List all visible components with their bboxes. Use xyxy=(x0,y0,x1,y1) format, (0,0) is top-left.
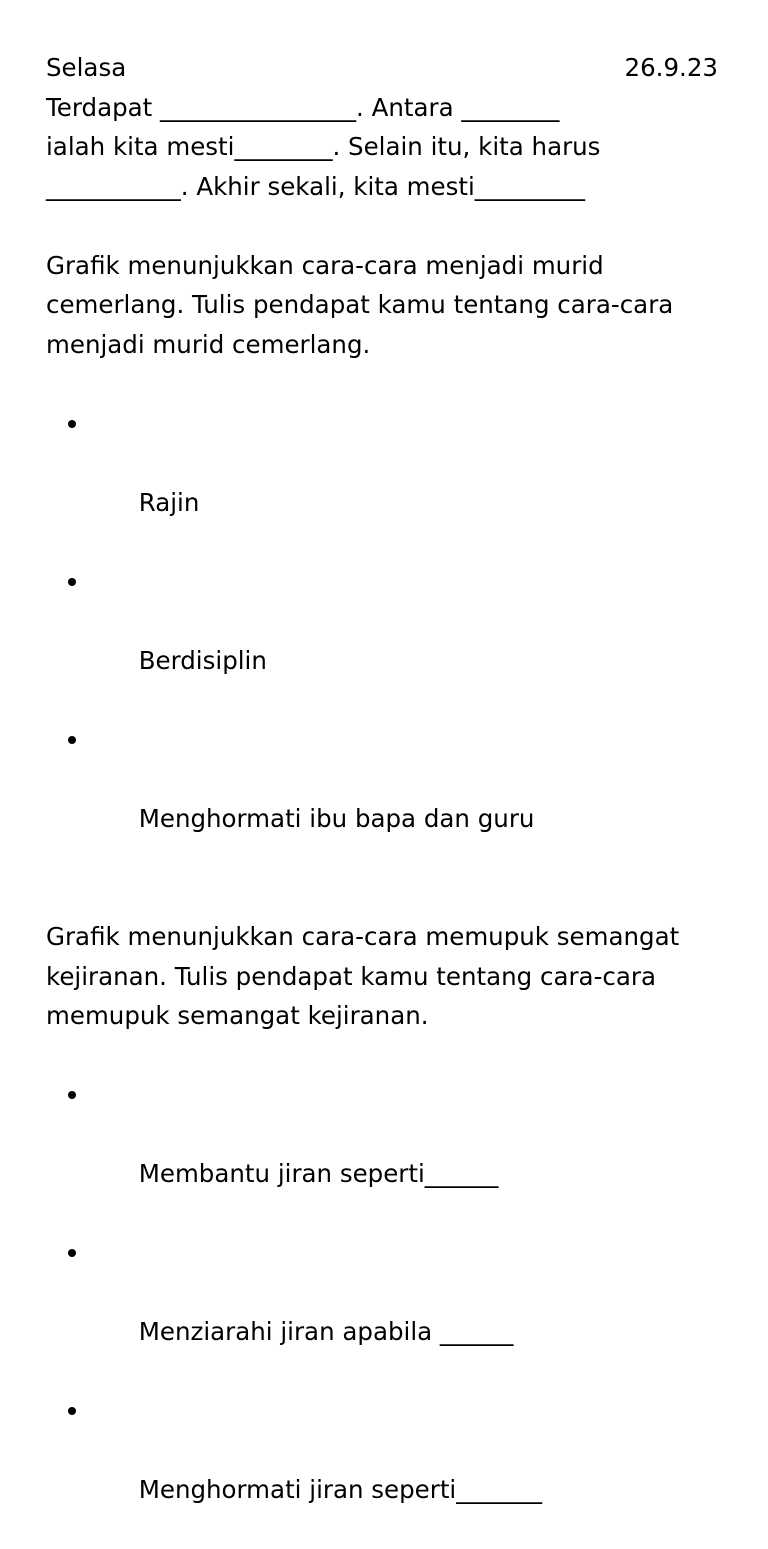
list-item xyxy=(68,1075,722,1233)
list-item-text: Menghormati jiran seperti_______ xyxy=(138,1475,542,1504)
bullet-icon xyxy=(68,1091,76,1099)
prompt-line: Grafik menunjukkan cara-cara menjadi murid xyxy=(46,250,604,280)
list-item xyxy=(68,1391,722,1549)
list-item-text: Menziarahi jiran apabila ______ xyxy=(138,1317,514,1346)
intro-paragraph xyxy=(46,88,722,207)
bullet-icon xyxy=(68,1407,76,1415)
intro-line: ___________. Akhir sekali, kita mesti_________ xyxy=(46,171,586,201)
prompt-line: menjadi murid cemerlang. xyxy=(46,329,371,359)
list-item xyxy=(68,1233,722,1391)
list-item xyxy=(68,720,722,878)
prompt-line: kejiranan. Tulis pendapat kamu tentang cara-cara xyxy=(46,961,656,991)
intro-line: ialah kita mesti________. Selain itu, kita harus xyxy=(46,132,601,161)
intro-line: Terdapat ________________. Antara ________ xyxy=(46,92,560,122)
section1-prompt xyxy=(46,246,722,365)
bullet-icon xyxy=(68,736,76,744)
list-item-text: Berdisiplin xyxy=(138,645,267,675)
bullet-icon xyxy=(68,578,76,586)
prompt-line: memupuk semangat kejiranan. xyxy=(46,1001,429,1030)
worksheet-page xyxy=(46,48,722,1549)
day-label: Selasa xyxy=(46,53,127,82)
section1-bullet-list xyxy=(46,404,722,878)
prompt-line: Grafik menunjukkan cara-cara memupuk semangat xyxy=(46,922,680,951)
worksheet-header xyxy=(46,48,718,88)
bullet-icon xyxy=(68,1249,76,1257)
spacer xyxy=(46,206,722,246)
list-item xyxy=(68,562,722,720)
list-item-text: Membantu jiran seperti______ xyxy=(138,1159,499,1188)
prompt-line: cemerlang. Tulis pendapat kamu tentang cara-cara xyxy=(46,290,674,319)
date-label: 26.9.23 xyxy=(624,53,718,82)
list-item-text: Menghormati ibu bapa dan guru xyxy=(138,803,535,833)
spacer xyxy=(46,1036,722,1076)
section2-prompt xyxy=(46,917,722,1036)
section2-bullet-list xyxy=(46,1075,722,1549)
bullet-icon xyxy=(68,420,76,428)
list-item-text: Rajin xyxy=(138,487,200,517)
spacer xyxy=(46,364,722,404)
list-item xyxy=(68,404,722,562)
spacer xyxy=(46,878,722,918)
